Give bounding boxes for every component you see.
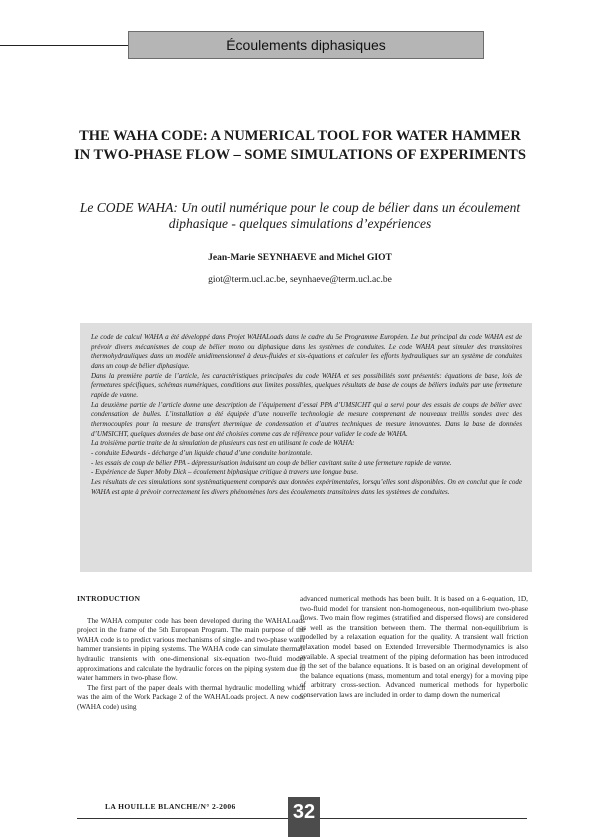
section-header [128, 31, 484, 59]
abstract-box [80, 323, 532, 572]
abstract-paragraph: Le code de calcul WAHA a été développé dans Projet WAHALoads dans le cadre du 5e Programme Européen. Le but principal du code WAHA est de prévoir divers mécanismes de coup de bélier mono ou diphasique dans les systèmes de conduites. Le code WAHA peut simuler des transitoires thermohydrauliques dans un modèle unidimensionnel à deux-fluides et six-équations et calculer les efforts hydrauliques sur un système de conduites dans un coup de bélier diphasique. [91, 333, 522, 370]
page-number: 32 [288, 797, 320, 837]
journal-citation: LA HOUILLE BLANCHE/N° 2-2006 [105, 802, 236, 811]
article-subtitle: Le CODE WAHA: Un outil numérique pour le coup de bélier dans un écoulement diphasique - quelques simulations d’expériences [79, 200, 521, 231]
abstract-paragraph: - les essais de coup de bélier PPA - dépressurisation induisant un coup de bélier cavitant suite à une fermeture rapide de vanne. [91, 458, 452, 467]
abstract-paragraph: Dans la première partie de l’article, les caractéristiques principales du code WAHA et ses possibilités sont présentés: équations de base, lois de fermetures spécifiques, schémas numériques, conditions aux limites possibles, quelques résultats de base de coups de béliers induits par une fermeture rapide de vanne. [91, 371, 522, 399]
abstract-paragraph: - Expérience de Super Moby Dick – écoulement biphasique critique à travers une longue buse. [91, 468, 359, 477]
abstract-paragraph: La deuxième partie de l’article donne une description de l’équipement d’essai PPA d’UMSICHT qui a servi pour des essais de coups de bélier avec condensation de bulles. L’installation a été équipée d’une nouvelle technologie de mesure comprenant de nouveaux treillis sondes avec des thermocouples pour la mesure de transfert thermique de condensation et d’autres techniques de mesure innovantes. Dans la base de données d’UMSICHT, quelques données de base ont été choisies comme cas de référence pour valider le code de WAHA. [91, 400, 522, 438]
body-paragraph: advanced numerical methods has been built. It is based on a 6-equation, 1D, two-fluid model for transient non-homogeneous, non-equilibrium two-phase flows. Two main flow regimes (stratified and dispersed flows) are considered as well as the transition between them. The thermal non-equilibrium is modelled by a relaxation equation for the quality. A transient wall friction relaxation model based on Extended Irreversible Thermodynamics is also available. A special treatment of the piping deformation has been introduced in the set of the balance equations. It is based on an original development of the balance equations (mass, momentum and total energy) for a moving pipe of arbitrary cross-section. Advanced numerical methods for hyperbolic conservation laws are included in order to damp down the numerical [300, 594, 528, 699]
article-title: THE WAHA CODE: A NUMERICAL TOOL FOR WATER HAMMER IN TWO-PHASE FLOW – SOME SIMULATIONS OF EXPERIMENTS [74, 128, 526, 163]
section-title: Écoulements diphasiques [226, 37, 386, 53]
section-heading-introduction: INTRODUCTION [77, 594, 141, 603]
authors: Jean-Marie SEYNHAEVE and Michel GIOT [208, 253, 392, 263]
body-paragraph: The first part of the paper deals with thermal hydraulic modelling which was the aim of the Work Package 2 of the WAHALoads project. A new code (WAHA code) using [77, 682, 305, 711]
body-column-left [77, 594, 305, 712]
body-paragraph: The WAHA computer code has been developed during the WAHALoads project in the frame of the 5th European Program. The main purpose of the WAHA code is to predict various mechanisms of single- and two-phase water hammer transients in piping systems. The WAHA code can simulate thermal-hydraulic transients with one-dimensional six-equation two-fluid model approximations and calculate the hydraulic forces on the piping system due to water hammers in two-phase flow. [77, 615, 305, 683]
author-emails: giot@term.ucl.ac.be, seynhaeve@term.ucl.ac.be [208, 275, 392, 285]
body-column-right [300, 594, 528, 700]
abstract-paragraph: Les résultats de ces simulations sont systématiquement comparés aux données expérimentales, lorsqu’elles sont disponibles. On en conclut que le code WAHA est apte à prévoir correctement les divers phénomènes lors des écoulements transitoires dans les systèmes de conduites. [91, 477, 522, 496]
abstract-paragraph: La troisième partie traite de la simulation de plusieurs cas test en utilisant le code de WAHA: [91, 439, 355, 448]
abstract-paragraph: - conduite Edwards - décharge d’un liquide chaud d’une conduite horizontale. [91, 448, 313, 457]
header-rule [0, 45, 128, 46]
